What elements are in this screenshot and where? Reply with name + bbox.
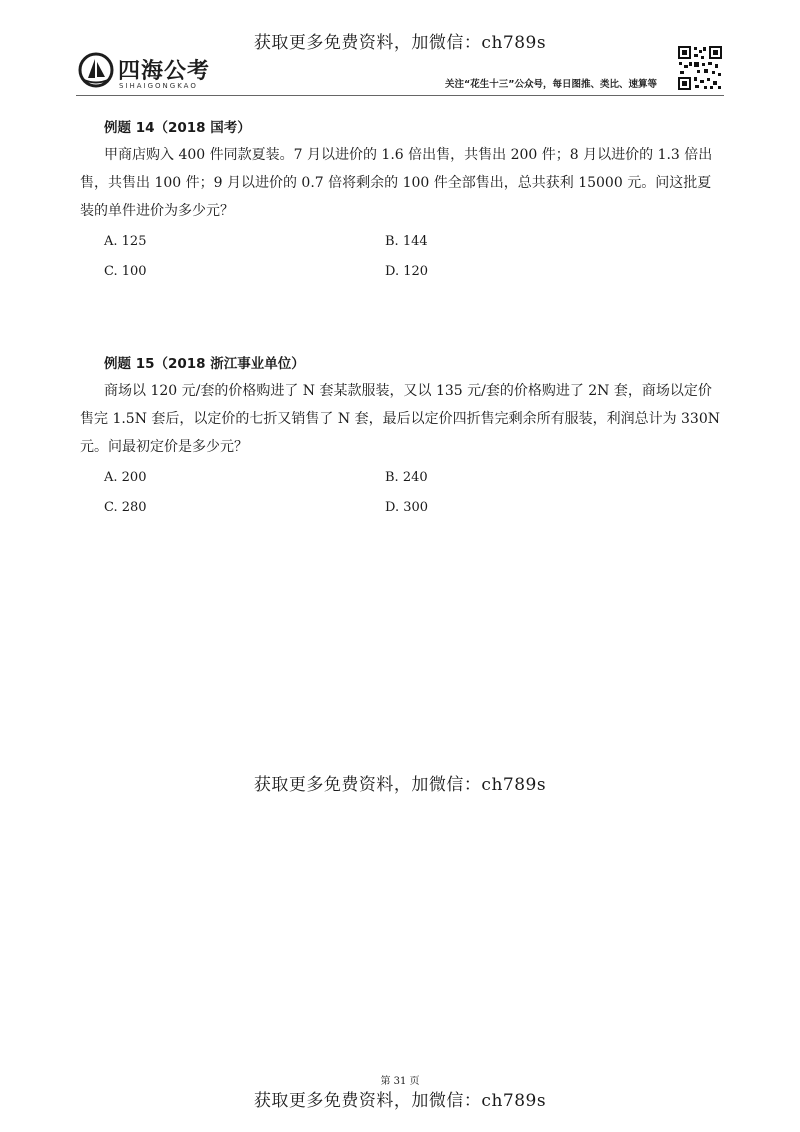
page-number: 第 31 页 <box>380 1076 420 1087</box>
logo <box>78 52 258 96</box>
header-slogan: 关注“花生十三”公众号，每日图推、类比、速算等 <box>445 79 657 90</box>
question-15-option-b: B. 240 <box>385 470 428 485</box>
question-15-option-c: C. 280 <box>104 500 147 515</box>
bottom-promo-text: 获取更多免费资料，加微信：ch789s <box>253 1091 547 1111</box>
question-15-body: 商场以 120 元/套的价格购进了 N 套某款服装，又以 135 元/套的价格购进了 2N 套，商场以定价售完 1.5N 套后，以定价的七折又销售了 N 套，最后以定价四折售完剩余所有服装，利润总计为 330N 元。问最初定价是多少元？ <box>80 383 720 455</box>
header-divider <box>76 95 724 96</box>
question-14-option-c: C. 100 <box>104 264 147 279</box>
question-15-option-d: D. 300 <box>385 500 429 515</box>
question-14-body: 甲商店购入 400 件同款夏装。7 月以进价的 1.6 倍出售，共售出 200 件；8 月以进价的 1.3 倍出售，共售出 100 件；9 月以进价的 0.7 倍将剩余的 100 件全部售出，总共获利 15000 元。问这批夏装的单件进价为多少元？ <box>80 147 713 219</box>
question-14-title: 例题 14（2018 国考） <box>104 120 251 136</box>
question-14-option-a: A. 125 <box>104 234 147 249</box>
top-promo-text: 获取更多免费资料，加微信：ch789s <box>253 33 547 53</box>
question-15-option-a: A. 200 <box>104 470 147 485</box>
qr-code-icon <box>677 45 723 91</box>
middle-promo-text: 获取更多免费资料，加微信：ch789s <box>253 775 547 795</box>
logo-name: 四海公考 <box>118 59 211 84</box>
question-15-title: 例题 15（2018 浙江事业单位） <box>104 356 305 372</box>
question-14-option-b: B. 144 <box>385 234 428 249</box>
logo-subtitle: SIHAIGONGKAO <box>119 82 198 90</box>
sailboat-logo-icon <box>78 52 114 88</box>
question-14-option-d: D. 120 <box>385 264 429 279</box>
